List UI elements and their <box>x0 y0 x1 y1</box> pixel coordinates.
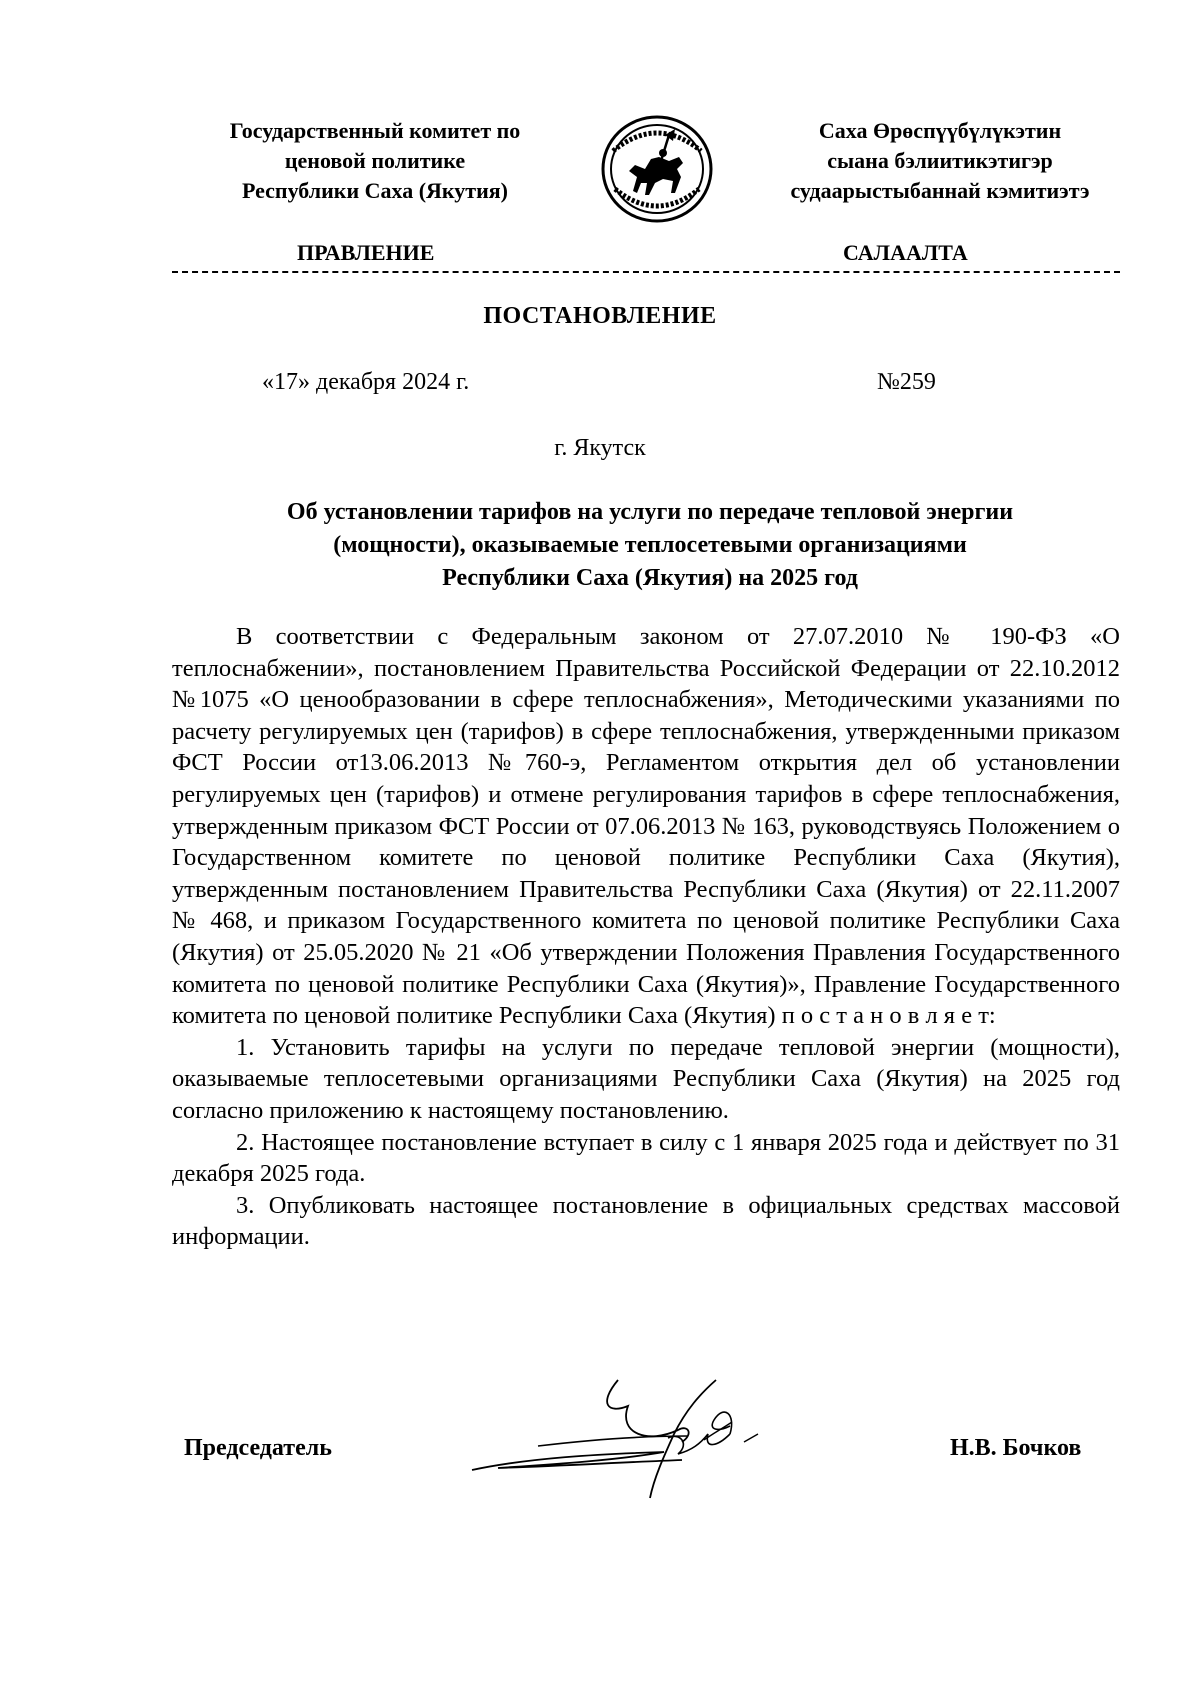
document-number: №259 <box>877 369 936 395</box>
document-title <box>170 496 1130 595</box>
title-line-3: Республики Саха (Якутия) на 2025 год <box>442 565 858 591</box>
header-right <box>745 116 1135 206</box>
title-line-1: Об установлении тарифов на услуги по передаче тепловой энергии <box>286 499 1014 525</box>
board-label-sah: САЛААЛТА <box>843 240 968 265</box>
clause-3: 3. Опубликовать настоящее постановление в официальных средствах массовой информации. <box>172 1191 1120 1251</box>
header-left-line-1: Государственный комитет по <box>229 118 521 143</box>
header-right-line-3: судаарыстыбаннай кэмитиэтэ <box>790 178 1090 203</box>
signatory-name: Н.В. Бочков <box>950 1435 1082 1461</box>
header-divider <box>172 271 1120 273</box>
board-label-ru: ПРАВЛЕНИЕ <box>297 240 435 265</box>
document-date: «17» декабря 2024 г. <box>262 369 470 395</box>
clause-2: 2. Настоящее постановление вступает в силу с 1 января 2025 года и действует по 31 декабря 2025 года. <box>172 1128 1120 1188</box>
header-right-line-2: сыана бэлиитикэтигэр <box>827 148 1053 173</box>
signatory-role: Председатель <box>184 1435 332 1461</box>
header-left-line-2: ценовой политике <box>284 148 466 173</box>
header-left <box>175 116 575 206</box>
document-type: ПОСТАНОВЛЕНИЕ <box>483 303 717 329</box>
coat-of-arms-emblem <box>599 113 715 225</box>
header-left-line-3: Республики Саха (Якутия) <box>241 178 509 203</box>
document-body <box>172 621 1120 1253</box>
header-right-line-1: Саха Өрөспүүбүлүкэтин <box>818 118 1062 143</box>
document-city: г. Якутск <box>554 435 646 461</box>
handwritten-signature <box>468 1374 788 1504</box>
clause-1: 1. Установить тарифы на услуги по передаче тепловой энергии (мощности), оказываемые теплосетевыми организациями Республики Саха (Якутия) на 2025 год согласно приложению к настоящему постановлению. <box>172 1033 1120 1124</box>
title-line-2: (мощности), оказываемые теплосетевыми организациями <box>333 532 967 558</box>
preamble-paragraph: В соответствии с Федеральным законом от 27.07.2010 № 190-ФЗ «О теплоснабжении», постановлением Правительства Российской Федерации от 22.10.2012 №1075 «О ценообразовании в сфере теплоснабжения», Методическими указаниями по расчету регулируемых цен (тарифов) в сфере теплоснабжения, утвержденными приказом ФСТ России от13.06.2013 №760-э, Регламентом открытия дел об установлении регулируемых цен (тарифов) и отмене регулирования тарифов в сфере теплоснабжения, утвержденным приказом ФСТ России от 07.06.2013 № 163, руководствуясь Положением о Государственном комитете по ценовой политике Республики Саха (Якутия), утвержденным постановлением Правительства Республики Саха (Якутия) от 22.11.2007 № 468, и приказом Государственного комитета по ценовой политике Республики Саха (Якутия) от 25.05.2020 № 21 «Об утверждении Положения Правления Государственного комитета по ценовой политике Республики Саха (Якутия)», Правление Государственного комитета по ценовой политике Республики Саха (Якутия) п о с т а н о в л я е т: <box>172 623 1120 1030</box>
